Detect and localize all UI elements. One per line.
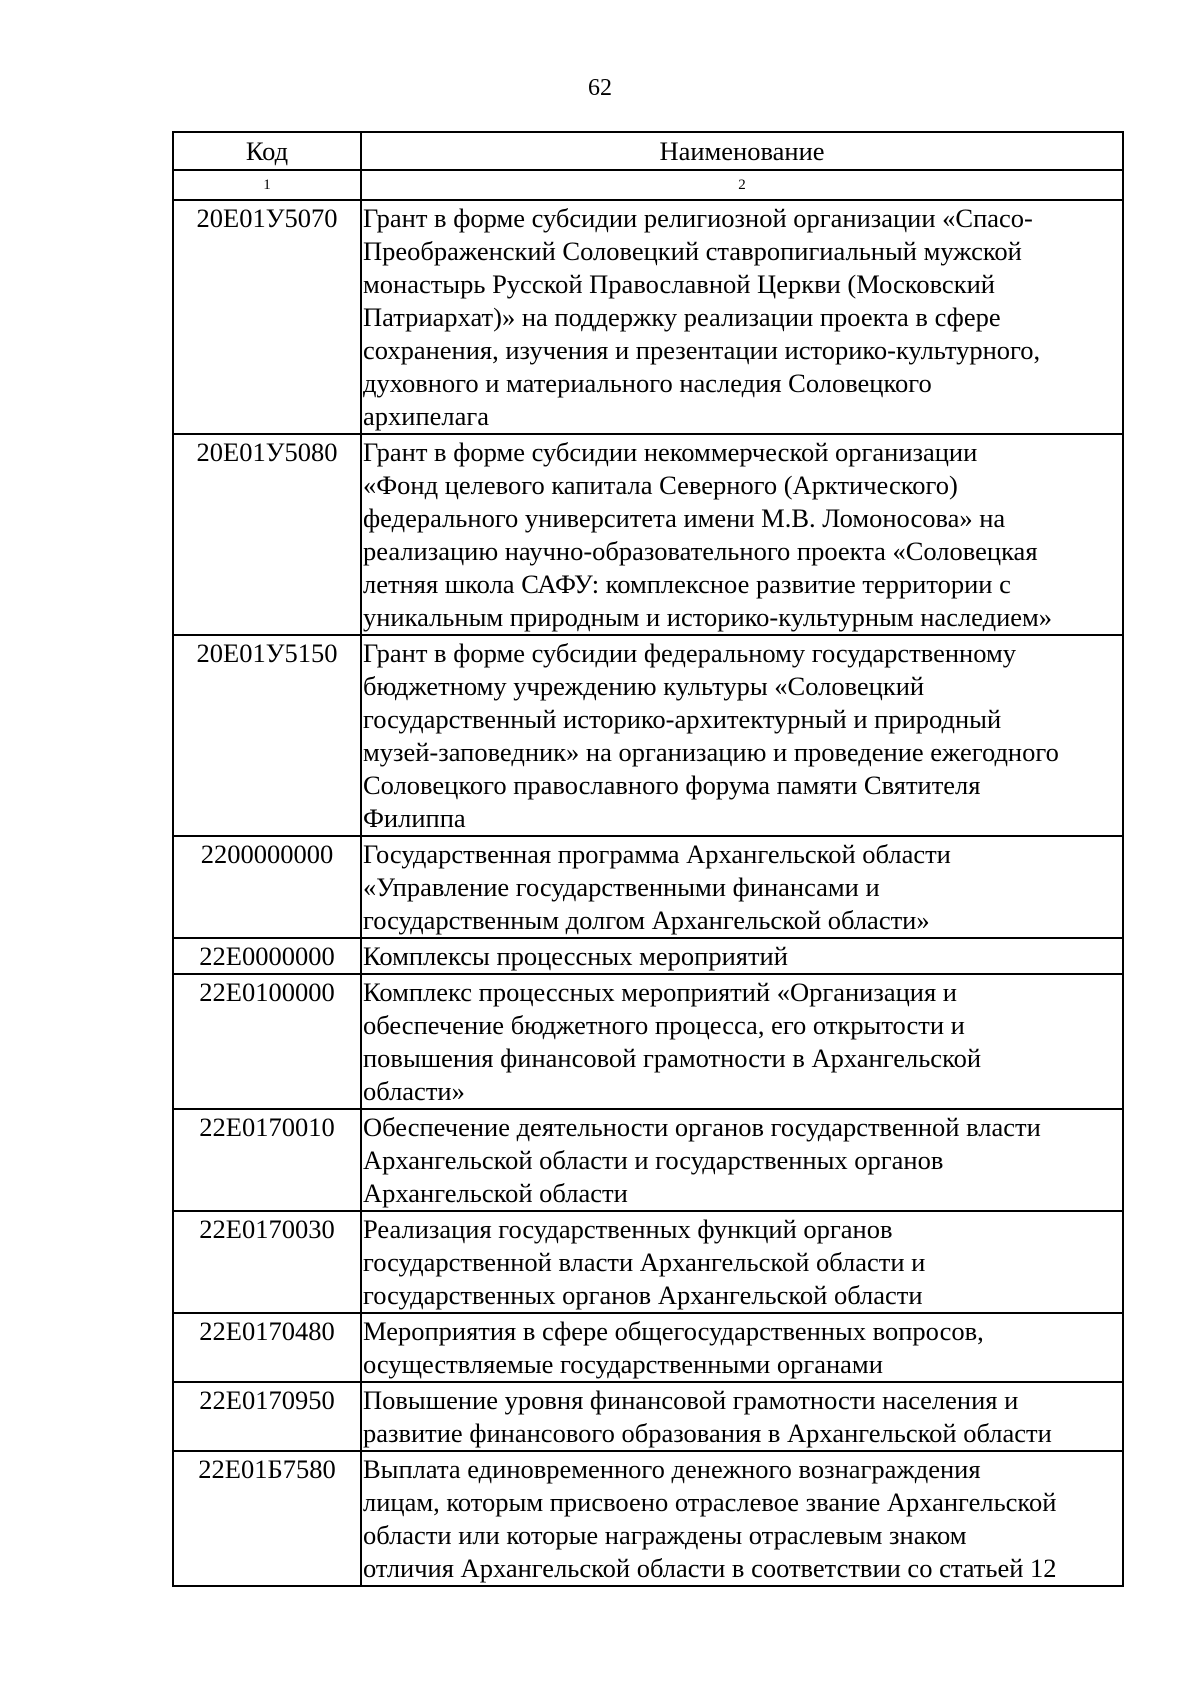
row-name-line: области» [363,1076,465,1106]
row-name-line: музей-заповедник» на организацию и проведение ежегодного [363,737,1059,767]
row-name-line: Комплексы процессных мероприятий [363,941,788,971]
row-name-line: лицам, которым присвоено отраслевое звание Архангельской [363,1487,1057,1517]
row-code: 20Е01У5080 [173,434,361,635]
table-body [173,200,1123,1586]
table-row [173,836,1123,938]
table-row [173,1382,1123,1451]
row-name [361,635,1123,836]
row-name-line: Соловецкого православного форума памяти Святителя [363,770,981,800]
row-name [361,1451,1123,1586]
header-row [173,132,1123,170]
table-row [173,1109,1123,1211]
row-code: 22Е0100000 [173,974,361,1109]
budget-codes-table [172,131,1124,1587]
row-name-line: отличия Архангельской области в соответствии со статьей 12 [363,1553,1057,1583]
table-row [173,1211,1123,1313]
row-code: 20Е01У5070 [173,200,361,434]
table-row [173,1313,1123,1382]
table-row [173,938,1123,974]
row-name-line: монастырь Русской Православной Церкви (Московский [363,269,995,299]
row-name [361,1382,1123,1451]
row-code: 22Е01Б7580 [173,1451,361,1586]
name-column-number: 2 [361,170,1123,200]
row-name-line: федерального университета имени М.В. Ломоносова» на [363,503,1006,533]
row-name-line: повышения финансовой грамотности в Архангельской [363,1043,982,1073]
row-name-line: Преображенский Соловецкий ставропигиальный мужской [363,236,1022,266]
row-name-line: области или которые награждены отраслевым знаком [363,1520,967,1550]
row-name-line: государственный историко-архитектурный и природный [363,704,1002,734]
row-name-line: развитие финансового образования в Архангельской области [363,1418,1052,1448]
table-header [173,132,1123,200]
row-name-line: уникальным природным и историко-культурным наследием» [363,602,1053,632]
row-name-line: Грант в форме субсидии религиозной организации «Спасо- [363,203,1033,233]
row-name-line: сохранения, изучения и презентации историко-культурного, [363,335,1041,365]
table-row [173,635,1123,836]
row-name-line: летняя школа САФУ: комплексное развитие территории с [363,569,1011,599]
row-name-line: государственной власти Архангельской области и [363,1247,926,1277]
row-name [361,1109,1123,1211]
row-name [361,200,1123,434]
row-name-line: Реализация государственных функций органов [363,1214,893,1244]
table-row [173,1451,1123,1586]
row-name [361,974,1123,1109]
row-name-line: Комплекс процессных мероприятий «Организация и [363,977,957,1007]
row-name-line: Филиппа [363,803,466,833]
row-name-line: Повышение уровня финансовой грамотности населения и [363,1385,1019,1415]
row-name-line: Грант в форме субсидии федеральному государственному [363,638,1016,668]
row-name-line: Грант в форме субсидии некоммерческой организации [363,437,978,467]
table-row [173,974,1123,1109]
page-number: 62 [588,75,612,101]
row-name-line: бюджетному учреждению культуры «Соловецкий [363,671,925,701]
row-code: 22Е0170030 [173,1211,361,1313]
row-name-line: «Управление государственными финансами и [363,872,880,902]
code-column-header: Код [173,132,361,170]
row-name-line: Государственная программа Архангельской области [363,839,951,869]
row-name-line: Архангельской области [363,1178,628,1208]
row-name-line: государственным долгом Архангельской области» [363,905,930,935]
row-name-line: реализацию научно-образовательного проекта «Соловецкая [363,536,1038,566]
row-code: 2200000000 [173,836,361,938]
row-name [361,836,1123,938]
row-name-line: «Фонд целевого капитала Северного (Арктического) [363,470,958,500]
row-name-line: Патриархат)» на поддержку реализации проекта в сфере [363,302,1001,332]
table-row [173,200,1123,434]
row-name-line: осуществляемые государственными органами [363,1349,883,1379]
row-name [361,434,1123,635]
row-name-line: обеспечение бюджетного процесса, его открытости и [363,1010,965,1040]
row-name-line: архипелага [363,401,490,431]
row-name [361,1313,1123,1382]
row-name-line: Обеспечение деятельности органов государственной власти [363,1112,1041,1142]
row-code: 22Е0170950 [173,1382,361,1451]
row-name [361,938,1123,974]
name-column-header: Наименование [361,132,1123,170]
column-number-row [173,170,1123,200]
row-name-line: Архангельской области и государственных органов [363,1145,944,1175]
row-name-line: Выплата единовременного денежного вознаграждения [363,1454,981,1484]
row-code: 20Е01У5150 [173,635,361,836]
row-name [361,1211,1123,1313]
row-code: 22Е0170480 [173,1313,361,1382]
row-name-line: духовного и материального наследия Соловецкого [363,368,932,398]
code-column-number: 1 [173,170,361,200]
row-code: 22Е0170010 [173,1109,361,1211]
table-row [173,434,1123,635]
row-name-line: государственных органов Архангельской области [363,1280,923,1310]
row-name-line: Мероприятия в сфере общегосударственных вопросов, [363,1316,984,1346]
row-code: 22Е0000000 [173,938,361,974]
